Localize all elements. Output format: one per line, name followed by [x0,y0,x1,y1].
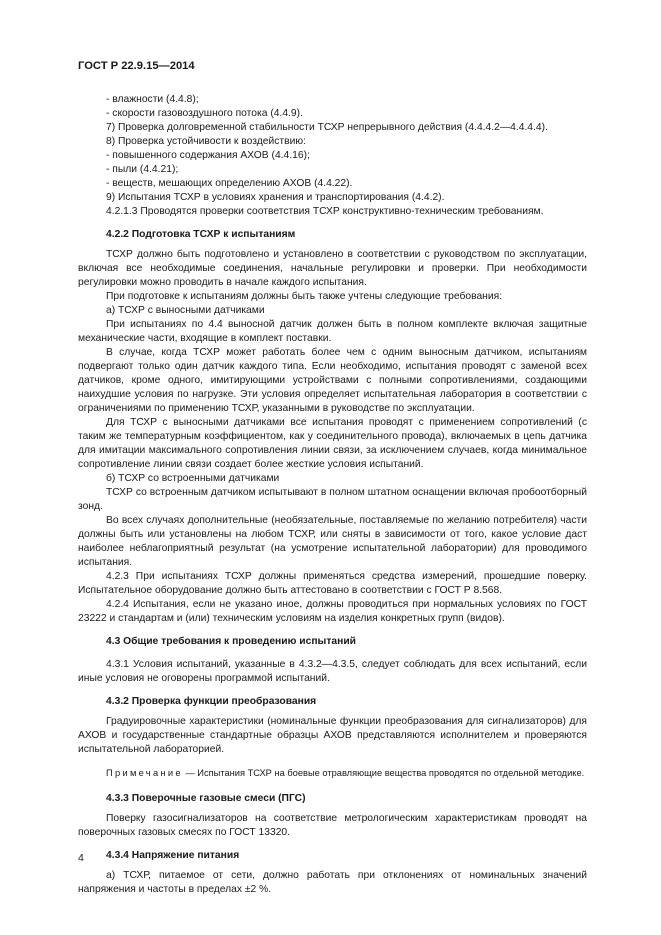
paragraph: ТСХР со встроенным датчиком испытывают в полном штатном оснащении включая пробоотборный зонд. [78,487,587,512]
paragraph: 4.3.1 Условия испытаний, указанные в 4.3.2—4.3.5, следует соблюдать для всех испытаний, если иные условия не оговорены программой испытаний. [78,659,587,684]
list-item: 4.2.1.3 Проводятся проверки соответствия ТСХР конструктивно-техническим требованиям. [106,206,544,217]
paragraph: Поверку газосигнализаторов на соответствие метрологическим характеристикам проводят на поверочных газовых смесях по ГОСТ 13320. [78,813,587,838]
list-item: 7) Проверка долговременной стабильности ТСХР непрерывного действия (4.4.4.2—4.4.4.4). [106,122,548,133]
page-number: 4 [78,852,84,864]
list-item: - пыли (4.4.21); [106,164,179,175]
paragraph: В случае, когда ТСХР может работать более чем с одним выносным датчиком, испытаниям подвергают только один датчик каждого типа. Если необходимо, испытания проводят с заменой всех датчиков, кроме одного, имитирующими устройствами с полными сопротивлениями, создающими наихудшие условия по нагрузке. Эти условия определяет испытательная лаборатория в соответствии с ограничениями по применению ТСХР, указанными в руководстве по эксплуатации. [78,347,587,414]
spacer [78,626,587,635]
spacer [78,219,587,228]
paragraph: При испытаниях по 4.4 выносной датчик должен быть в полном комплекте включая защитные механические части, входящие в комплект поставки. [78,319,587,344]
section-heading: 4.3.4 Напряжение питания [106,850,240,861]
note-label: Примечание [106,768,183,778]
paragraph: а) ТСХР с выносными датчиками [106,305,265,316]
list-item: - влажности (4.4.8); [106,94,199,105]
section-heading: 4.3.2 Проверка функции преобразования [106,696,317,707]
section-heading: 4.3.3 Поверочные газовые смеси (ПГС) [106,793,306,804]
document-header: ГОСТ Р 22.9.15—2014 [78,60,195,72]
note-text: — Испытания ТСХР на боевые отравляющие вещества проводятся по отдельной методике. [182,768,585,778]
list-item: - скорости газовоздушного потока (4.4.9). [106,108,303,119]
paragraph: а) ТСХР, питаемое от сети, должно работать при отклонениях от номинальных значений напряжения и частоты в пределах ±2 %. [78,870,587,895]
paragraph: 4.2.4 Испытания, если не указано иное, должны проводиться при нормальных условиях по ГОСТ 23222 и стандартам и (или) техническим условиям на изделия конкретных групп (видов). [78,599,587,624]
spacer [78,840,587,849]
section-heading: 4.2.2 Подготовка ТСХР к испытаниям [106,229,296,240]
spacer [78,649,587,658]
list-item: - повышенного содержания АХОВ (4.4.16); [106,150,310,161]
paragraph: б) ТСХР со встроенными датчиками [106,473,280,484]
list-item: - веществ, мешающих определению АХОВ (4.4.22). [106,178,353,189]
document-body [78,93,587,897]
paragraph: Градуировочные характеристики (номинальные функции преобразования для сигнализаторов) для АХОВ и государственные стандартные образцы АХОВ представляются исполнителем и проверяются испытательной лабораторией. [78,716,587,755]
paragraph: Для ТСХР с выносными датчиками все испытания проводят с применением сопротивлений (с таким же температурным коэффициентом, как у соединительного провода), включаемых в цепь датчика для имитации максимального сопротивления линии связи, за исключением случаев, когда минимальное сопротивление линии связи создает более жесткие условия испытаний. [78,417,587,470]
paragraph: 4.2.3 При испытаниях ТСХР должны применяться средства измерений, прошедшие поверку. Испытательное оборудование должно быть аттестовано в соответствии с ГОСТ Р 8.568. [78,571,587,596]
paragraph: При подготовке к испытаниям должны быть также учтены следующие требования: [106,291,503,302]
spacer [78,686,587,695]
paragraph: Во всех случаях дополнительные (необязательные, поставляемые по желанию потребителя) части должны быть или установлены на любом ТСХР, или сняты в зависимости от того, какое условие даст наиболее неблагоприятный результат (на усмотрение испытательной лаборатории) для проводимого испытания. [78,515,587,568]
paragraph: ТСХР должно быть подготовлено и установлено в соответствии с руководством по эксплуатации, включая все необходимые соединения, начальные регулировки и проверки. При необходимости регулировки можно проводить в начале каждого испытания. [78,249,587,288]
list-item: 8) Проверка устойчивости к воздействию: [106,136,306,147]
note [78,766,587,780]
spacer [78,780,587,792]
spacer [78,757,587,766]
list-item: 9) Испытания ТСХР в условиях хранения и транспортирования (4.4.2). [106,192,445,203]
section-heading: 4.3 Общие требования к проведению испытаний [106,636,356,647]
